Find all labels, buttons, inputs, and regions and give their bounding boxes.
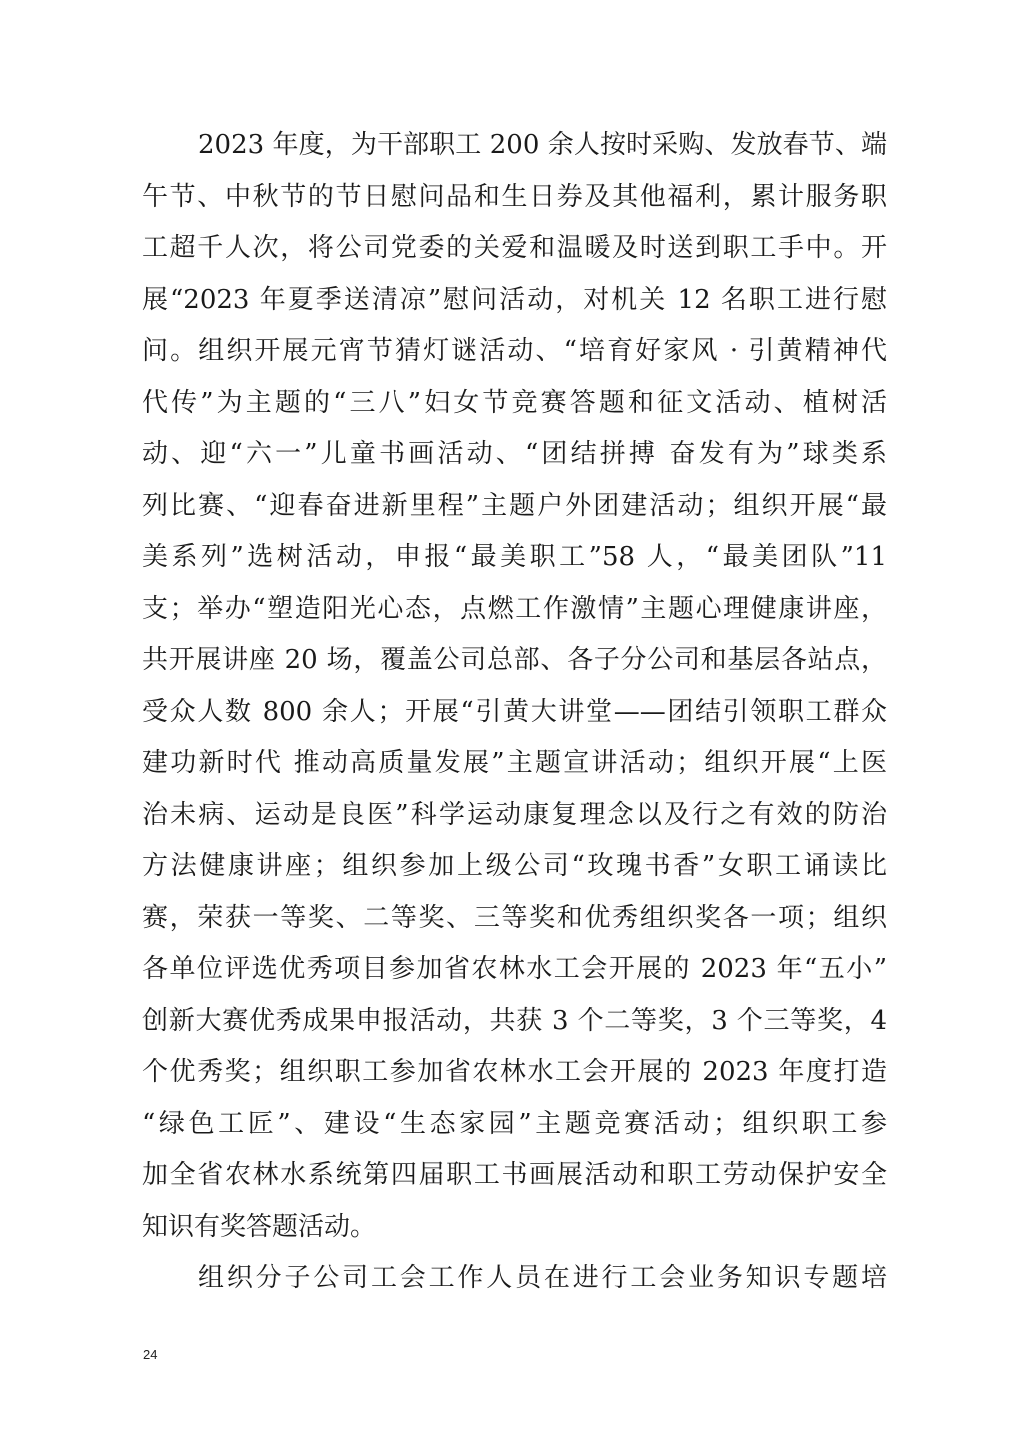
text-line-5: 问。组织开展元宵节猜灯谜活动、“培育好家风 · 引黄精神代 (142, 336, 887, 366)
text-line-19: 个优秀奖；组织职工参加省农林水工会开展的 2023 年度打造 (142, 1057, 887, 1087)
text-line-16: 赛，荣获一等奖、二等奖、三等奖和优秀组织奖各一项；组织 (142, 902, 887, 933)
text-line-4: 展“2023 年夏季送清凉”慰问活动，对机关 12 名职工进行慰 (142, 284, 887, 315)
text-line-11: 共开展讲座 20 场，覆盖公司总部、各子分公司和基层各站点， (142, 645, 887, 675)
text-line-22: 知识有奖答题活动。 (142, 1211, 377, 1242)
text-line-14: 治未病、运动是良医”科学运动康复理念以及行之有效的防治 (142, 799, 887, 830)
text-line-10: 支；举办“塑造阳光心态，点燃工作激情”主题心理健康讲座， (142, 593, 887, 624)
text-line-3: 工超千人次，将公司党委的关爱和温暖及时送到职工手中。开 (142, 233, 887, 263)
text-line-23: 组织分子公司工会工作人员在进行工会业务知识专题培 (198, 1263, 887, 1293)
text-line-17: 各单位评选优秀项目参加省农林水工会开展的 2023 年“五小” (142, 954, 887, 984)
text-line-8: 列比赛、“迎春奋进新里程”主题户外团建活动；组织开展“最 (142, 490, 887, 521)
text-line-9: 美系列”选树活动，申报“最美职工”58 人，“最美团队”11 (142, 542, 887, 572)
text-line-20: “绿色工匠”、建设“生态家园”主题竞赛活动；组织职工参 (142, 1108, 887, 1139)
text-line-7: 动、迎“六一”儿童书画活动、“团结拼搏 奋发有为”球类系 (142, 439, 887, 469)
text-line-18: 创新大赛优秀成果申报活动，共获 3 个二等奖，3 个三等奖，4 (142, 1005, 887, 1036)
body-text (142, 120, 887, 1305)
text-line-13: 建功新时代 推动高质量发展”主题宣讲活动；组织开展“上医 (142, 748, 887, 778)
text-line-1: 2023 年度，为干部职工 200 余人按时采购、发放春节、端 (198, 130, 887, 160)
text-line-12: 受众人数 800 余人；开展“引黄大讲堂——团结引领职工群众 (142, 696, 887, 727)
page-number: 24 (143, 1347, 158, 1362)
text-line-2: 午节、中秋节的节日慰问品和生日券及其他福利，累计服务职 (142, 181, 887, 212)
text-line-6: 代传”为主题的“三八”妇女节竞赛答题和征文活动、植树活 (142, 387, 887, 418)
text-line-21: 加全省农林水系统第四届职工书画展活动和职工劳动保护安全 (142, 1160, 887, 1190)
text-line-15: 方法健康讲座；组织参加上级公司“玫瑰书香”女职工诵读比 (142, 851, 887, 881)
